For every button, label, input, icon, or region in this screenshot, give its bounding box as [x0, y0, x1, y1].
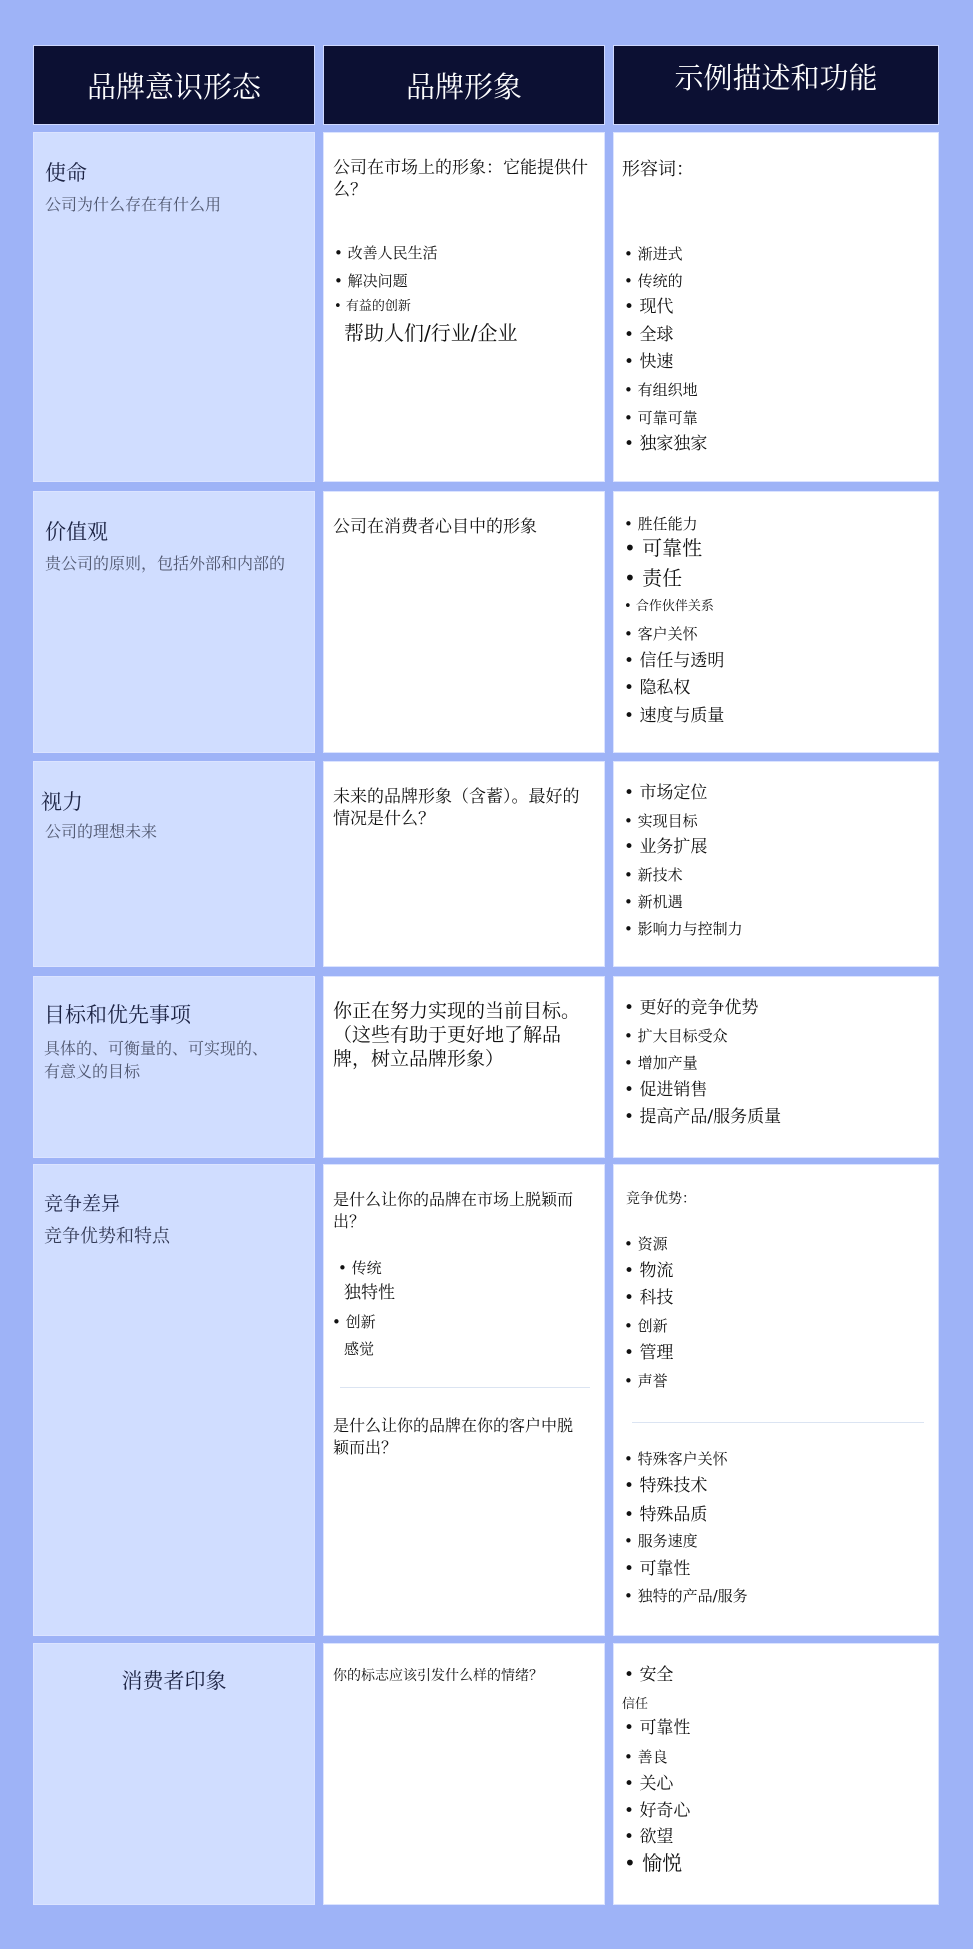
- example-item: • 独家独家: [624, 435, 707, 453]
- example-item: • 安全: [624, 1666, 673, 1684]
- example-item: • 速度与质量: [624, 707, 724, 725]
- header-examples: 示例描述和功能: [613, 45, 939, 125]
- goals-subtitle: 具体的、可衡量的、可实现的、有意义的目标: [44, 1039, 269, 1081]
- mission-question: 公司在市场上的形象：它能提供什么？: [333, 158, 588, 200]
- header-image: 品牌形象: [323, 45, 605, 125]
- example-item: • 市场定位: [624, 784, 707, 802]
- example-item: • 更好的竞争优势: [624, 999, 758, 1017]
- example-item: • 物流: [624, 1262, 673, 1280]
- values-examples-cell: [613, 491, 939, 753]
- goals-question: 你正在努力实现的当前目标。（这些有助于更好地了解品牌，树立品牌形象）: [333, 1000, 581, 1070]
- example-item: • 促进销售: [624, 1081, 707, 1099]
- goals-examples-cell: [613, 976, 939, 1158]
- example-item: • 合作伙伴关系: [624, 598, 714, 616]
- example-item: • 可靠性: [624, 539, 702, 557]
- example-item: • 业务扩展: [624, 838, 707, 856]
- values-image-cell: [323, 491, 605, 753]
- example-item: • 提高产品/服务质量: [624, 1108, 781, 1126]
- example-item: • 好奇心: [624, 1802, 690, 1820]
- mission-bullet: • 改善人民生活: [334, 244, 438, 262]
- differentiation-bullet: 独特性: [344, 1283, 395, 1303]
- header-ideology: 品牌意识形态: [33, 45, 315, 125]
- example-item: • 善良: [624, 1748, 668, 1766]
- vision-question: 未来的品牌形象（含蓄）。最好的情况是什么？: [333, 787, 580, 829]
- example-item: • 隐私权: [624, 679, 690, 697]
- example-item: • 独特的产品/服务: [624, 1587, 748, 1605]
- mission-bullet: • 有益的创新: [334, 298, 411, 316]
- example-item: • 愉悦: [624, 1854, 682, 1872]
- example-item: • 全球: [624, 326, 673, 344]
- example-item: • 扩大目标受众: [624, 1027, 728, 1045]
- example-item: • 可靠性: [624, 1719, 690, 1737]
- example-item: • 传统的: [624, 272, 683, 290]
- differentiation-question-customers: 是什么让你的品牌在你的客户中脱颖而出？: [333, 1416, 574, 1457]
- values-title: 价值观: [45, 520, 108, 544]
- example-item: • 服务速度: [624, 1532, 698, 1550]
- mission-bullet: • 解决问题: [334, 272, 408, 290]
- example-item: • 可靠性: [624, 1560, 690, 1578]
- values-subtitle: 贵公司的原则，包括外部和内部的: [45, 554, 286, 573]
- divider: [632, 1422, 924, 1423]
- divider: [340, 1387, 590, 1388]
- example-item: • 特殊客户关怀: [624, 1450, 728, 1468]
- mission-image-cell: [323, 132, 605, 482]
- example-item: • 科技: [624, 1289, 673, 1307]
- consumer-examples-cell: [613, 1643, 939, 1905]
- example-item: • 欲望: [624, 1828, 673, 1846]
- consumer-question: 你的标志应该引发什么样的情绪？: [333, 1668, 543, 1684]
- mission-highlight: 帮助人们/行业/企业: [344, 321, 518, 345]
- goals-image-cell: [323, 976, 605, 1158]
- differentiation-title: 竞争差异: [44, 1193, 121, 1215]
- example-item: • 快速: [624, 353, 673, 371]
- example-item: • 有组织地: [624, 381, 698, 399]
- example-item: • 新机遇: [624, 893, 683, 911]
- example-item: • 胜任能力: [624, 515, 698, 533]
- differentiation-bullet: • 创新: [332, 1313, 376, 1331]
- consumer-image-cell: [323, 1643, 605, 1905]
- values-question: 公司在消费者心目中的形象: [333, 517, 537, 537]
- example-item: • 特殊技术: [624, 1477, 707, 1495]
- differentiation-examples-cell: [613, 1164, 939, 1636]
- differentiation-examples-head: 竞争优势：: [626, 1191, 696, 1207]
- example-item: • 信任与透明: [624, 652, 724, 670]
- goals-title: 目标和优先事项: [44, 1003, 191, 1027]
- values-ideology-cell: [33, 491, 315, 753]
- goals-ideology-cell: [33, 976, 315, 1158]
- example-item: • 渐进式: [624, 245, 683, 263]
- differentiation-ideology-cell: [33, 1164, 315, 1636]
- example-item: • 声誉: [624, 1372, 668, 1390]
- mission-examples-head: 形容词：: [622, 159, 694, 180]
- vision-subtitle: 公司的理想未来: [45, 822, 158, 841]
- vision-image-cell: [323, 761, 605, 967]
- consumer-title: 消费者印象: [121, 1669, 227, 1693]
- example-item: • 管理: [624, 1344, 673, 1362]
- example-item: 信任: [622, 1697, 649, 1712]
- differentiation-subtitle: 竞争优势和特点: [44, 1226, 170, 1247]
- example-item: • 客户关怀: [624, 625, 698, 643]
- example-item: • 可靠可靠: [624, 409, 698, 427]
- example-item: • 增加产量: [624, 1054, 698, 1072]
- example-item: • 现代: [624, 298, 673, 316]
- differentiation-bullet: • 传统: [338, 1259, 382, 1277]
- mission-title: 使命: [45, 161, 87, 185]
- mission-examples-cell: [613, 132, 939, 482]
- vision-examples-cell: [613, 761, 939, 967]
- example-item: • 责任: [624, 569, 682, 587]
- example-item: • 新技术: [624, 866, 683, 884]
- differentiation-image-cell: [323, 1164, 605, 1636]
- example-item: • 实现目标: [624, 812, 698, 830]
- example-item: • 创新: [624, 1317, 668, 1335]
- vision-title: 视力: [41, 790, 83, 814]
- mission-ideology-cell: [33, 132, 315, 482]
- vision-ideology-cell: [33, 761, 315, 967]
- example-item: • 资源: [624, 1235, 668, 1253]
- example-item: • 特殊品质: [624, 1506, 707, 1524]
- example-item: • 关心: [624, 1775, 673, 1793]
- differentiation-question-market: 是什么让你的品牌在市场上脱颖而出？: [333, 1190, 574, 1231]
- consumer-ideology-cell: [33, 1643, 315, 1905]
- differentiation-bullet: 感觉: [344, 1340, 375, 1358]
- mission-subtitle: 公司为什么存在有什么用: [45, 195, 222, 214]
- example-item: • 影响力与控制力: [624, 920, 743, 938]
